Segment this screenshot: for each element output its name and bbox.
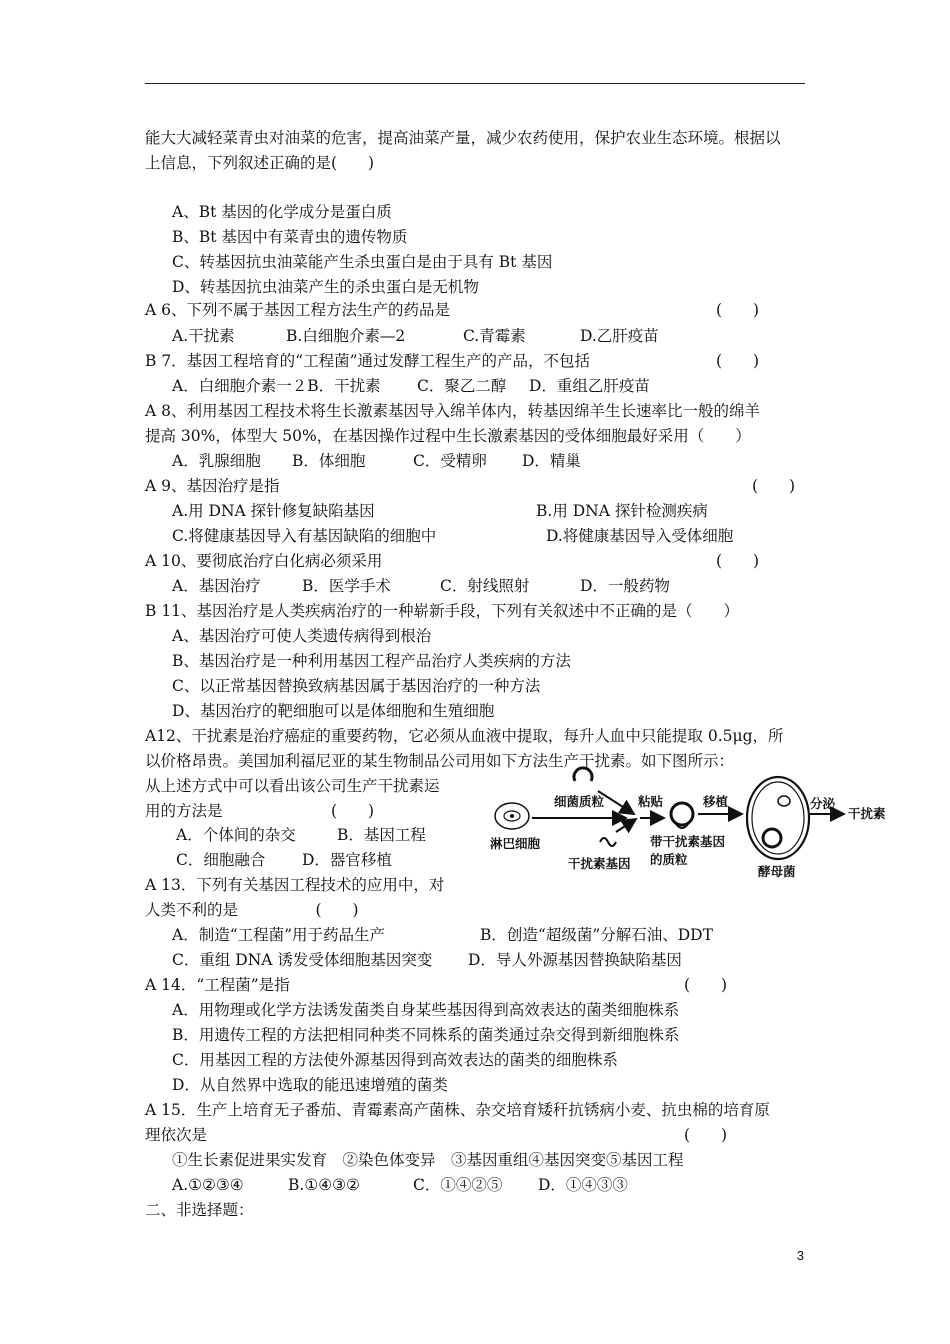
q12-option-c: C．细胞融合: [176, 851, 266, 869]
label-transplant: 移植: [703, 794, 729, 809]
q13-option-b: B．创造“超级菌”分解石油、DDT: [480, 926, 713, 944]
q14-option-d: D．从自然界中选取的能迅速增殖的菌类: [172, 1076, 448, 1094]
q13-option-a: A．制造“工程菌”用于药品生产: [172, 926, 386, 944]
q7-option-c: C．聚乙二醇: [417, 377, 507, 395]
label-lymphocyte: 淋巴细胞: [490, 836, 541, 851]
q9-stem: A 9、基因治疗是指: [145, 477, 280, 495]
label-interferon-product: 干扰素: [848, 806, 886, 821]
label-recombinant-2: 的质粒: [650, 852, 688, 867]
q10-option-a: A．基因治疗: [172, 577, 261, 595]
q12-option-b: B．基因工程: [337, 826, 426, 844]
q13-option-d: D．导人外源基因替换缺陷基因: [468, 951, 682, 969]
label-recombinant-1: 带干扰素基因: [650, 834, 726, 849]
q6-stem: A 6、下列不属于基因工程方法生产的药品是: [145, 301, 450, 319]
q14-stem: A 14．“工程菌”是指: [145, 976, 290, 994]
q9-option-b: B.用 DNA 探针检测疾病: [536, 502, 708, 520]
q5-option-c: C、转基因抗虫油菜能产生杀虫蛋白是由于具有 Bt 基因: [172, 253, 553, 271]
page-number: 3: [796, 1248, 804, 1263]
q15-answer-paren: ( ): [684, 1126, 728, 1144]
lymphocyte-cell-icon: [495, 803, 529, 829]
q11-stem: B 11、基因治疗是人类疾病治疗的一种崭新手段，下列有关叙述中不正确的是（ ）: [145, 602, 740, 620]
q6-option-d: D.乙肝疫苗: [580, 327, 659, 345]
q12-line1: A12、干扰素是治疗癌症的重要药物，它必须从血液中提取，每升人血中只能提取 0.5μg，所: [145, 727, 784, 745]
q6-option-c: C.青霉素: [463, 327, 526, 345]
recombinant-plasmid-icon: [671, 803, 693, 828]
q15-option-b: B.①④③②: [288, 1176, 360, 1194]
section-heading-non-choice: 二、非选择题：: [145, 1201, 254, 1219]
yeast-cell-icon: [747, 777, 809, 859]
q10-option-d: D．一般药物: [580, 577, 670, 595]
q9-option-c: C.将健康基因导入有基因缺陷的细胞中: [172, 527, 437, 545]
q10-option-b: B．医学手术: [302, 577, 391, 595]
label-secrete: 分泌: [810, 796, 836, 811]
q13-line1: A 13．下列有关基因工程技术的应用中，对: [145, 876, 445, 894]
q6-answer-paren: ( ): [716, 301, 760, 319]
q8-option-b: B．体细胞: [292, 452, 366, 470]
q15-items: ①生长素促进果实发育 ②染色体变异 ③基因重组④基因突变⑤基因工程: [172, 1151, 684, 1169]
q13-line2: 人类不利的是 ( ): [145, 901, 359, 919]
q14-option-b: B．用遗传工程的方法把相同种类不同株系的菌类通过杂交得到新细胞株系: [172, 1026, 680, 1044]
q8-option-a: A．乳腺细胞: [172, 452, 261, 470]
q11-option-a: A、基因治疗可使人类遗传病得到根治: [172, 627, 432, 645]
q11-option-d: D、基因治疗的靶细胞可以是体细胞和生殖细胞: [172, 702, 495, 720]
q7-option-a-b: A．白细胞介素一２B．干扰素: [172, 377, 381, 395]
q7-option-d: D．重组乙肝疫苗: [529, 377, 650, 395]
q10-option-c: C．射线照射: [440, 577, 530, 595]
q10-answer-paren: ( ): [716, 552, 760, 570]
q8-line1: A 8、利用基因工程技术将生长激素基因导入绵羊体内，转基因绵羊生长速率比一般的绵羊: [145, 402, 760, 420]
q15-option-c: C．①④②⑤: [413, 1176, 503, 1194]
q14-option-c: C．用基因工程的方法使外源基因得到高效表达的菌类的细胞株系: [172, 1051, 618, 1069]
q14-answer-paren: ( ): [684, 976, 728, 994]
q12-option-d: D．器官移植: [302, 851, 392, 869]
q9-option-d: D.将健康基因导入受体细胞: [546, 527, 734, 545]
label-interferon-gene: 干扰素基因: [568, 856, 631, 871]
bacterial-plasmid-icon: [574, 768, 592, 781]
q15-option-a: A.①②③④: [172, 1176, 244, 1194]
q10-stem: A 10、要彻底治疗白化病必须采用: [145, 552, 383, 570]
header-rule: [145, 83, 805, 84]
q5-line1: 能大大减轻菜青虫对油菜的危害，提高油菜产量，减少农药使用，保护农业生态环境。根据以: [145, 129, 781, 147]
q12-line2: 以价格昂贵。美国加利福尼亚的某生物制品公司用如下方法生产干扰素。如下图所示：: [145, 752, 735, 770]
q6-option-b: B.白细胞介素—2: [286, 327, 406, 345]
q6-option-a: A.干扰素: [172, 327, 235, 345]
q5-line2: 上信息，下列叙述正确的是( ): [145, 154, 375, 172]
interferon-gene-icon: [600, 838, 616, 846]
q15-line2: 理依次是: [145, 1126, 208, 1144]
q11-option-b: B、基因治疗是一种利用基因工程产品治疗人类疾病的方法: [172, 652, 571, 670]
q9-answer-paren: ( ): [752, 477, 796, 495]
q15-option-d: D．①④③③: [538, 1176, 628, 1194]
q5-option-d: D、转基因抗虫油菜产生的杀虫蛋白是无机物: [172, 278, 479, 296]
interferon-production-diagram: [488, 766, 908, 886]
label-yeast: 酵母菌: [758, 864, 796, 879]
q5-option-b: B、Bt 基因中有菜青虫的遗传物质: [172, 228, 408, 246]
q15-line1: A 15．生产上培育无子番茄、青霉素高产菌株、杂交培育矮秆抗锈病小麦、抗虫棉的培育原: [145, 1101, 770, 1119]
q7-stem: B 7．基因工程培育的“工程菌”通过发酵工程生产的产品，不包括: [145, 352, 591, 370]
q12-option-a: A．个体间的杂交: [176, 826, 296, 844]
label-bacterial-plasmid: 细菌质粒: [554, 794, 605, 809]
q9-option-a: A.用 DNA 探针修复缺陷基因: [172, 502, 375, 520]
q8-option-d: D．精巢: [522, 452, 581, 470]
q8-option-c: C．受精卵: [413, 452, 487, 470]
q11-option-c: C、以正常基因替换致病基因属于基因治疗的一种方法: [172, 677, 541, 695]
q8-line2: 提高 30%，体型大 50%，在基因操作过程中生长激素基因的受体细胞最好采用（ ）: [145, 427, 751, 445]
q5-option-a: A、Bt 基因的化学成分是蛋白质: [172, 203, 392, 221]
q13-option-c: C．重组 DNA 诱发受体细胞基因突变: [172, 951, 433, 969]
q12-line3: 从上述方式中可以看出该公司生产干扰素运: [145, 777, 440, 795]
q12-line4: 用的方法是 ( ): [145, 802, 375, 820]
label-paste: 粘贴: [638, 794, 664, 809]
q14-option-a: A．用物理或化学方法诱发菌类自身某些基因得到高效表达的菌类细胞株系: [172, 1001, 680, 1019]
q7-answer-paren: ( ): [716, 352, 760, 370]
arrow-gene-to-paste: [616, 819, 636, 832]
